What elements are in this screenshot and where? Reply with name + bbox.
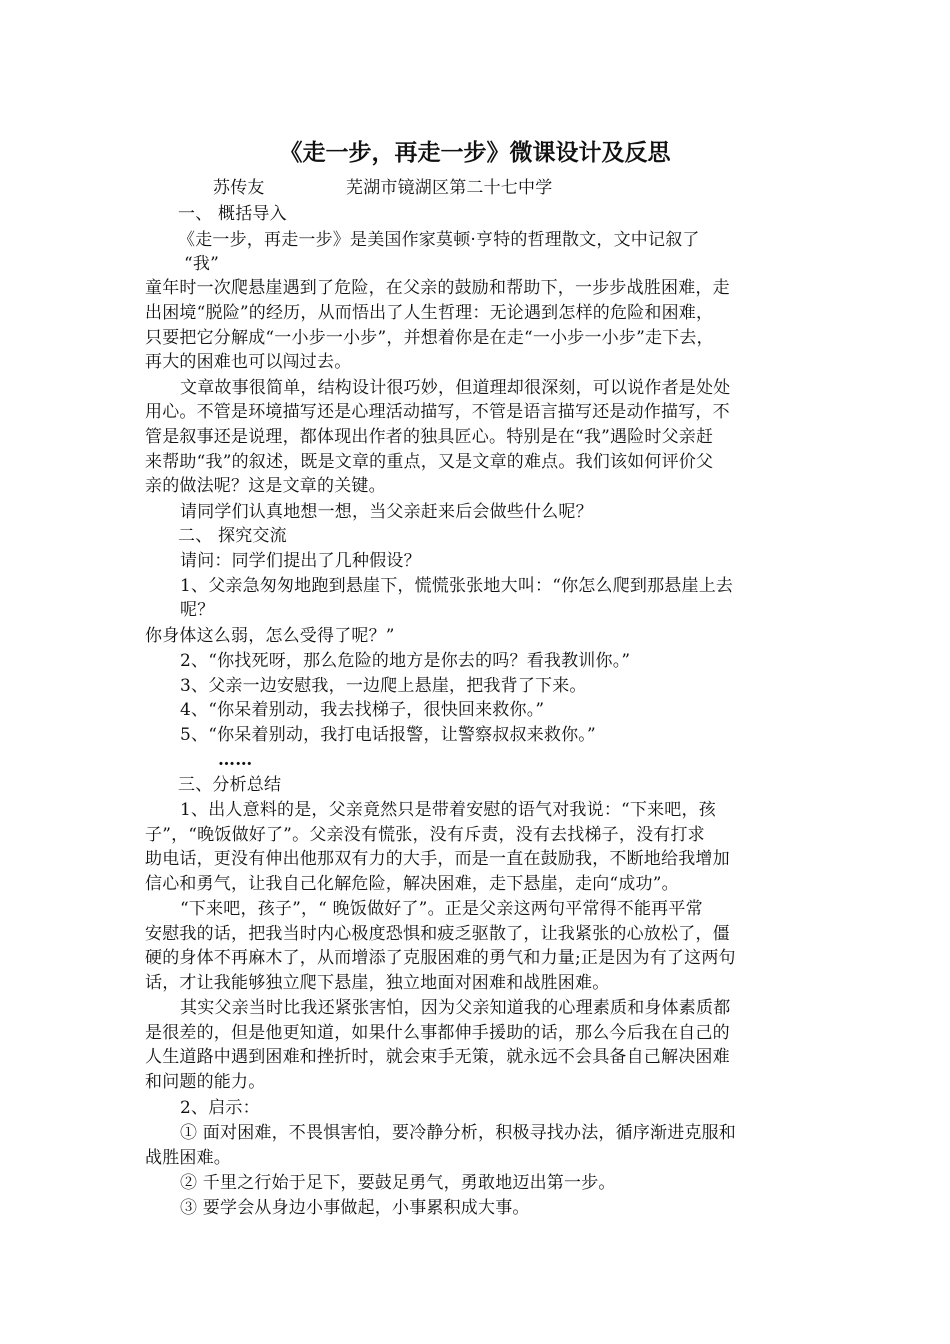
paragraph-line: 是很差的，但是他更知道，如果什么事都伸手援助的话，那么今后我在自己的 xyxy=(145,1023,730,1043)
author-name: 苏传友 xyxy=(213,178,265,198)
document-title: 《走一步，再走一步》微课设计及反思 xyxy=(279,139,671,166)
paragraph-line: 子”，“晚饭做好了”。父亲没有慌张，没有斥责，没有去找梯子，没有打求 xyxy=(145,825,705,845)
section-heading-explore: 二、 探究交流 xyxy=(178,526,287,546)
paragraph-line: 请同学们认真地想一想，当父亲赶来后会做些什么呢？ xyxy=(180,502,593,522)
paragraph-line: 其实父亲当时比我还紧张害怕，因为父亲知道我的心理素质和身体素质都 xyxy=(180,998,731,1018)
subheading-insights: 2、启示： xyxy=(180,1098,260,1118)
section-heading-summary: 三、分析总结 xyxy=(178,775,282,795)
ellipsis: …… xyxy=(218,750,253,770)
list-item: 呢？ xyxy=(180,600,215,620)
list-item: 1、父亲急匆匆地跑到悬崖下，慌慌张张地大叫：“你怎么爬到那悬崖上去 xyxy=(180,576,734,596)
paragraph-line: 话，才让我能够独立爬下悬崖，独立地面对困难和战胜困难。 xyxy=(145,973,610,993)
paragraph-line: 人生道路中遇到困难和挫折时，就会束手无策，就永远不会具备自己解决困难 xyxy=(145,1047,730,1067)
paragraph-line: 出困境“脱险”的经历，从而悟出了人生哲理：无论遇到怎样的危险和困难， xyxy=(145,303,714,323)
paragraph-line: 硬的身体不再麻木了，从而增添了克服困难的勇气和力量;正是因为有了这两句 xyxy=(145,948,736,968)
paragraph-line: 信心和勇气，让我自己化解危险，解决困难，走下悬崖，走向“成功”。 xyxy=(145,874,679,894)
paragraph-line: 来帮助“我”的叙述，既是文章的重点，又是文章的难点。我们该如何评价父 xyxy=(145,452,714,472)
paragraph-line: 管是叙事还是说理，都体现出作者的独具匠心。特别是在“我”遇险时父亲赶 xyxy=(145,427,714,447)
paragraph-line: 1、出人意料的是，父亲竟然只是带着安慰的语气对我说：“下来吧，孩 xyxy=(180,800,716,820)
paragraph-line: 请问：同学们提出了几种假设？ xyxy=(180,551,421,571)
paragraph-line: 再大的困难也可以闯过去。 xyxy=(145,352,352,372)
insight-item: ① 面对困难，不畏惧害怕，要冷静分析，积极寻找办法，循序渐进克服和 xyxy=(180,1123,737,1143)
paragraph-line: 文章故事很简单，结构设计很巧妙，但道理却很深刻，可以说作者是处处 xyxy=(180,378,731,398)
paragraph-line: “下来吧，孩子”，“ 晚饭做好了”。正是父亲这两句平常得不能再平常 xyxy=(180,899,703,919)
paragraph-line: 亲的做法呢？这是文章的关键。 xyxy=(145,476,386,496)
insight-item: ③ 要学会从身边小事做起，小事累积成大事。 xyxy=(180,1198,530,1218)
paragraph-line: 《走一步，再走一步》是美国作家莫顿·亨特的哲理散文，文中记叙了 xyxy=(178,230,700,250)
paragraph-line: 用心。不管是环境描写还是心理活动描写，不管是语言描写还是动作描写，不 xyxy=(145,402,730,422)
paragraph-line: 安慰我的话，把我当时内心极度恐惧和疲乏驱散了，让我紧张的心放松了，僵 xyxy=(145,924,730,944)
list-item: 2、“你找死呀，那么危险的地方是你去的吗？看我教训你。” xyxy=(180,651,631,671)
list-item: 4、“你呆着别动，我去找梯子，很快回来救你。” xyxy=(180,700,545,720)
list-item: 你身体这么弱，怎么受得了呢？” xyxy=(145,626,395,646)
paragraph-line: 只要把它分解成“一小步一小步”，并想着你是在走“一小步一小步”走下去， xyxy=(145,328,714,348)
insight-item: 战胜困难。 xyxy=(145,1148,231,1168)
school-name: 芜湖市镜湖区第二十七中学 xyxy=(346,178,553,198)
paragraph-line: 和问题的能力。 xyxy=(145,1072,266,1092)
section-heading-intro: 一、 概括导入 xyxy=(178,204,287,224)
paragraph-line: 童年时一次爬悬崖遇到了危险，在父亲的鼓励和帮助下，一步步战胜困难，走 xyxy=(145,278,730,298)
paragraph-line: “我” xyxy=(184,254,219,274)
list-item: 5、“你呆着别动，我打电话报警，让警察叔叔来救你。” xyxy=(180,725,596,745)
paragraph-line: 助电话，更没有伸出他那双有力的大手，而是一直在鼓励我，不断地给我增加 xyxy=(145,849,730,869)
list-item: 3、父亲一边安慰我，一边爬上悬崖，把我背了下来。 xyxy=(180,676,587,696)
insight-item: ② 千里之行始于足下，要鼓足勇气，勇敢地迈出第一步。 xyxy=(180,1173,616,1193)
